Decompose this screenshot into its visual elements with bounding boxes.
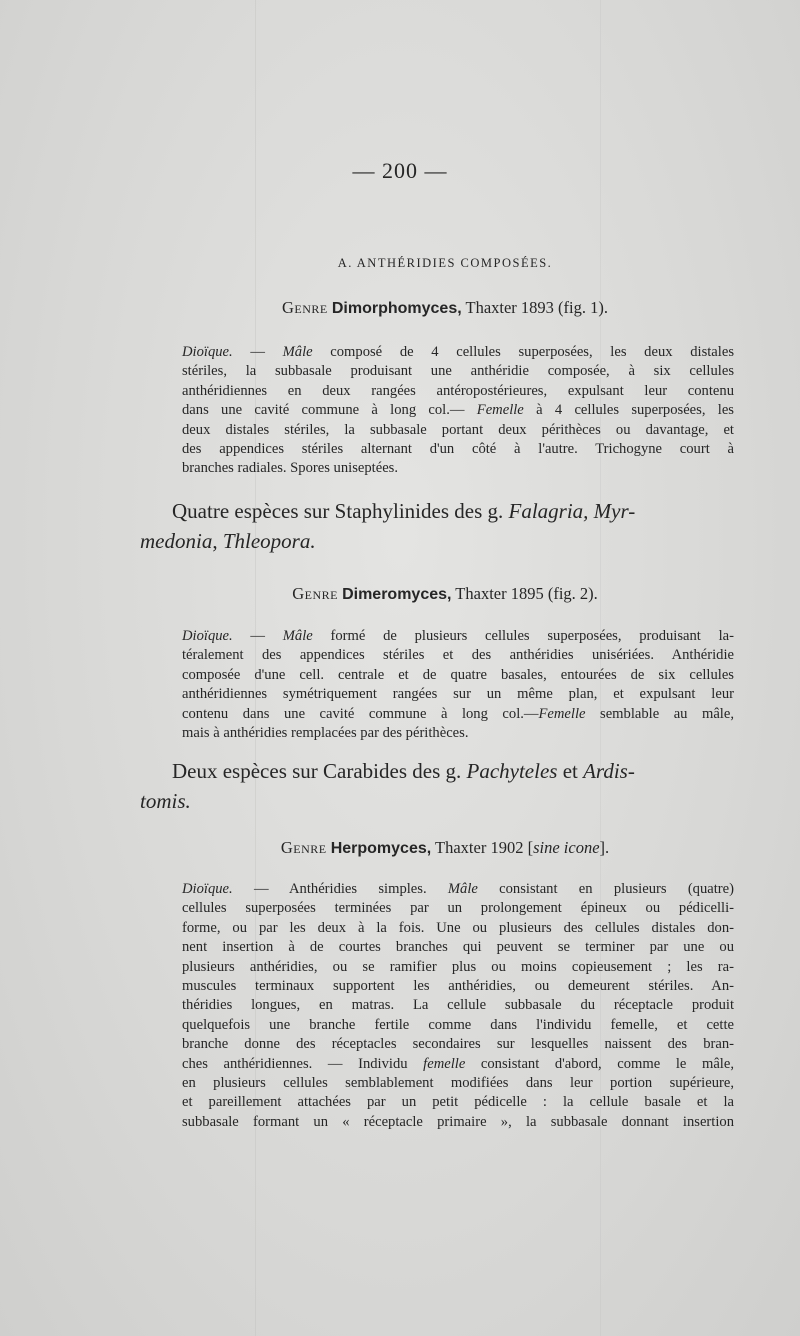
text-line: forme, ou par les deux à la fois. Une ou plusieurs des cellules distales don- [182,919,734,936]
genus-name: Dimeromyces, [342,586,452,603]
text-run: formé de plusieurs cellules superposées, produisant la- [312,628,734,644]
italic-term: Mâle [282,344,313,360]
genus-name: Dimorphomyces, [331,300,462,317]
text-line: et pareillement attachées par un petit pédicelle : la cellule basale et la [182,1094,734,1111]
italic-term: Dioïque. [182,628,233,644]
page-number: — 200 — [352,158,448,183]
text-line: composée d'une cell. centrale et de quatre basales, entourées de six cellules [182,666,734,683]
italic-term: Falagria, Myr- [508,499,636,523]
text-line: des appendices stériles alternant d'un côté à l'autre. Trichogyne court à [182,441,734,458]
italic-term: Thleopora. [222,529,316,553]
text-run: ches anthéridiennes. — Individu [182,1055,424,1072]
section-title: A. ANTHÉRIDIES COMPOSÉES. [337,256,553,270]
text-run: à 4 cellules superposées, les [523,402,734,419]
genus-name: Herpomyces, [330,840,432,857]
text-line: nent insertion à de courtes branches qui peuvent se terminer par une ou [182,939,734,956]
genus-author: Thaxter 1902 [ [435,838,534,857]
text-line: branches radiales. Spores uniseptées. [182,460,398,477]
genus-label: Genre [292,584,338,603]
text-line [182,880,734,899]
text-line: stériles, la subbasale produisant une anthéridie composée, à six cellules [182,363,734,380]
text-line: quelquefois une branche fertile comme dans l'individu femelle, et cette [182,1016,734,1033]
description-dimeromyces [182,627,734,743]
italic-term: medonia [140,529,213,553]
text-line [140,496,740,526]
text-line: anthéridiennes en deux rangées antéropostérieures, expulsant leur contenu [182,382,734,399]
italic-term: femelle [423,1055,466,1072]
species-note-carabides [140,756,740,816]
text-line: deux distales stériles, la subbasale portant deux périthèces ou davantage, et [182,421,734,438]
text-run: Quatre espèces sur Staphylinides des g. [172,499,509,523]
italic-term: Dioïque. [182,344,233,360]
text-line [182,343,734,362]
text-line [182,1055,734,1074]
text-line [140,786,740,816]
italic-term: tomis. [140,789,191,813]
text-line: en plusieurs cellules semblablement modifiées dans leur portion supérieure, [182,1075,734,1092]
text-line [140,526,740,556]
species-note-staphylinides [140,496,740,556]
text-run: — [232,628,283,644]
genus-heading-dimeromyces [0,584,800,604]
text-run: et [557,759,584,783]
text-run: consistant en plusieurs (quatre) [477,881,734,897]
text-line [182,401,734,420]
text-line: anthéridiennes symétriquement rangées sur un même plan, et expulsant leur [182,686,734,703]
genus-heading-herpomyces [0,838,800,858]
text-run: — Anthéridies simples. [232,881,448,897]
text-line: subbasale formant un « réceptacle primaire », la subbasale donnant insertion [182,1113,734,1130]
italic-term: Pachyteles [466,759,558,783]
text-line [182,627,734,646]
description-dimorphomyces [182,343,734,479]
text-line: cellules superposées terminées par un prolongement épineux ou pédicelli- [182,900,734,917]
text-line [140,756,740,786]
text-run: dans une cavité commune à long col.— [182,402,477,419]
description-herpomyces [182,880,734,1132]
genus-author: Thaxter 1893 (fig. 1). [465,298,608,317]
text-line: muscules terminaux supportent les anthéridies, ou demeurent stériles. An- [182,978,734,995]
genus-label: Genre [281,298,328,317]
text-line: mais à anthéridies remplacées par des périthèces. [182,725,469,742]
italic-term: Mâle [447,881,478,897]
genus-author: Thaxter 1895 (fig. 2). [455,584,598,603]
genus-label: Genre [280,838,327,857]
italic-term: Ardis- [583,759,635,783]
text-run: semblable au mâle, [585,705,734,722]
text-run: , [212,529,223,553]
text-run: consistant d'abord, comme le mâle, [465,1055,734,1072]
text-line: théridies longues, en matras. La cellule subbasale du réceptacle produit [182,997,734,1014]
text-run: Deux espèces sur Carabides des g. [172,759,467,783]
text-line: plusieurs anthéridies, ou se ramifier plus ou moins copieusement ; les ra- [182,958,734,975]
text-run: composé de 4 cellules superposées, les deux distales [312,344,734,360]
genus-author-end: ]. [599,838,610,857]
italic-term: Femelle [538,705,586,722]
text-line [182,705,734,724]
italic-term: Dioïque. [182,881,233,897]
text-line: téralement des appendices stériles et des anthéridies unisériées. Anthéridie [182,647,734,664]
italic-term: Mâle [282,628,313,644]
text-run: — [232,344,283,360]
genus-author-italic: sine icone [533,838,600,857]
genus-heading-dimorphomyces [0,298,800,318]
italic-term: Femelle [476,402,524,419]
text-run: contenu dans une cavité commune à long col.— [182,705,539,722]
text-line: branche donne des réceptacles secondaires sur lesquelles naissent des bran- [182,1036,734,1053]
